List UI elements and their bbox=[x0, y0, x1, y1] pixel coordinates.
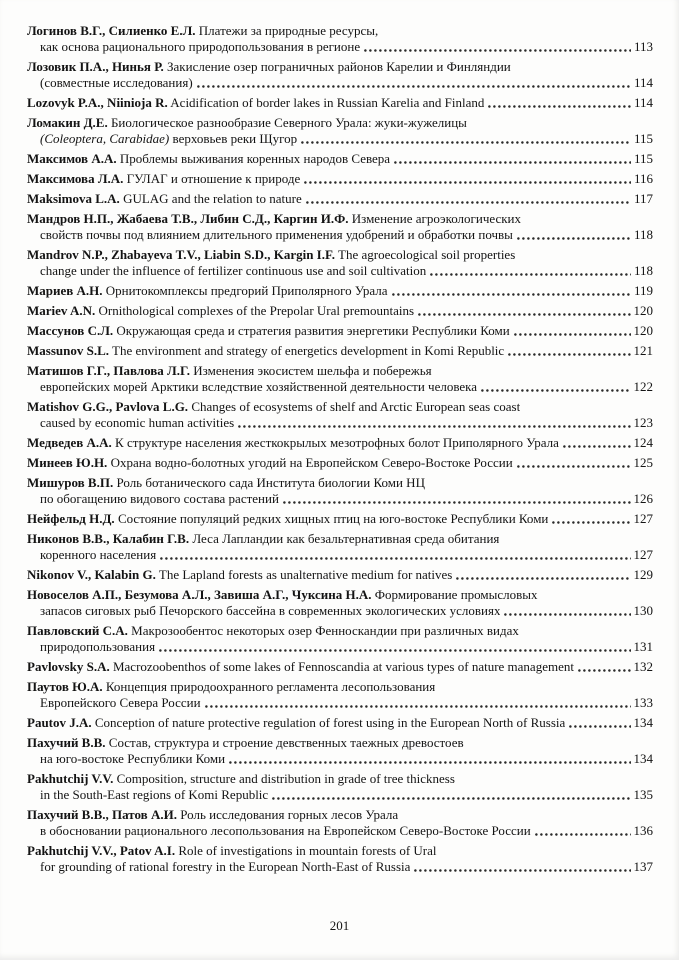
entry-authors: Нейфельд Н.Д. bbox=[27, 511, 115, 526]
dot-leader bbox=[514, 333, 631, 336]
entry-text bbox=[27, 303, 414, 319]
entry-text-continued bbox=[27, 263, 426, 279]
entry-title-segment: Концепция природоохранного регламента лесопользования bbox=[105, 679, 436, 694]
entry-text bbox=[27, 323, 510, 339]
entry-text bbox=[27, 399, 520, 415]
entry-authors: Минеев Ю.Н. bbox=[27, 455, 108, 470]
entry-title-segment: Биологическое разнообразие Северного Урала: жуки-жужелицы bbox=[110, 115, 467, 130]
entry-title-segment: Роль ботанического сада Института биологии Коми НЦ bbox=[116, 475, 425, 490]
entry-authors: Мандров Н.П., Жабаева Т.В., Либин С.Д., Каргин И.Ф. bbox=[27, 211, 349, 226]
entry-text bbox=[27, 475, 425, 491]
entry-page-number: 115 bbox=[633, 131, 653, 146]
toc-entry bbox=[27, 171, 653, 187]
entry-page-number: 123 bbox=[633, 415, 653, 430]
entry-page-number: 136 bbox=[633, 823, 653, 838]
entry-page-number: 113 bbox=[633, 39, 653, 54]
entry-page-number: 132 bbox=[633, 659, 653, 674]
entry-authors: Pautov J.A. bbox=[27, 715, 92, 730]
footer-page-number: 201 bbox=[329, 918, 350, 933]
entry-page-number: 127 bbox=[633, 547, 653, 562]
entry-title-segment: change under the influence of fertilizer continuous use and soil cultivation bbox=[40, 263, 427, 278]
dot-leader bbox=[301, 141, 631, 144]
toc-entry bbox=[27, 151, 653, 167]
entry-title-segment: Ornithological complexes of the Prepolar Ural premountains bbox=[98, 303, 415, 318]
dot-leader bbox=[418, 313, 630, 316]
entry-page-number: 130 bbox=[633, 603, 653, 618]
entry-page-number: 126 bbox=[633, 491, 653, 506]
entry-text bbox=[27, 191, 302, 207]
entry-title-segment: Macrozoobenthos of some lakes of Fennoscandia at various types of nature management bbox=[112, 659, 574, 674]
toc-entry bbox=[27, 59, 653, 91]
dot-leader bbox=[508, 353, 630, 356]
entry-title-segment: ГУЛАГ и отношение к природе bbox=[126, 171, 301, 186]
entry-title-segment: in the South-East regions of Komi Republic bbox=[40, 787, 269, 802]
toc-entry bbox=[27, 511, 653, 527]
toc-entry bbox=[27, 399, 653, 431]
entry-text bbox=[27, 343, 504, 359]
entry-text-continued bbox=[27, 227, 513, 243]
entry-page-number: 114 bbox=[633, 75, 653, 90]
toc-entry bbox=[27, 843, 653, 875]
entry-title-segment: GULAG and the relation to nature bbox=[123, 191, 302, 206]
entry-title-segment: Орнитокомплексы предгорий Приполярного Урала bbox=[105, 283, 388, 298]
entry-authors: Mandrov N.P., Zhabayeva T.V., Liabin S.D., Kargin I.F. bbox=[27, 247, 335, 262]
entry-page-number: 127 bbox=[633, 511, 653, 526]
entry-title-segment: The agroecological soil properties bbox=[338, 247, 516, 262]
entry-title-segment: Окружающая среда и стратегия развития энергетики Республики Коми bbox=[116, 323, 510, 338]
toc-entry bbox=[27, 455, 653, 471]
entry-page-number: 135 bbox=[633, 787, 653, 802]
entry-title-segment: как основа рационального природопользования в регионе bbox=[40, 39, 361, 54]
dot-leader bbox=[578, 669, 631, 672]
dot-leader bbox=[535, 833, 631, 836]
entry-text bbox=[27, 771, 455, 787]
toc-entry bbox=[27, 735, 653, 767]
toc-entry bbox=[27, 679, 653, 711]
toc-entry bbox=[27, 771, 653, 803]
toc-entry bbox=[27, 587, 653, 619]
entry-authors: Pakhutchij V.V., Patov A.I. bbox=[27, 843, 176, 858]
entry-text bbox=[27, 211, 521, 227]
entry-title-segment: The environment and strategy of energetics development in Komi Republic bbox=[112, 343, 505, 358]
entry-text bbox=[27, 511, 548, 527]
toc-entry bbox=[27, 303, 653, 319]
entry-authors: Пахучий В.В. bbox=[27, 735, 106, 750]
entry-title-segment: верховьев реки Щугор bbox=[169, 131, 298, 146]
entry-page-number: 134 bbox=[633, 715, 653, 730]
entry-page-number: 119 bbox=[633, 283, 653, 298]
entry-text-continued bbox=[27, 131, 297, 147]
entry-title-segment: Changes of ecosystems of shelf and Arctic European seas coast bbox=[191, 399, 521, 414]
entry-authors: Ломакин Д.Е. bbox=[27, 115, 108, 130]
toc-entry bbox=[27, 211, 653, 243]
entry-text bbox=[27, 95, 484, 111]
entry-text bbox=[27, 567, 452, 583]
entry-text bbox=[27, 115, 467, 131]
entry-text bbox=[27, 151, 390, 167]
entry-text-continued bbox=[27, 39, 360, 55]
entry-text-continued bbox=[27, 547, 156, 563]
entry-title-segment: К структуре населения жесткокрылых мезотрофных болот Приполярного Урала bbox=[115, 435, 559, 450]
entry-title-segment: Проблемы выживания коренных народов Севера bbox=[119, 151, 391, 166]
entry-title-segment: Формирование промысловых bbox=[374, 587, 538, 602]
entry-page-number: 118 bbox=[633, 263, 653, 278]
dot-leader bbox=[456, 577, 630, 580]
dot-leader bbox=[364, 49, 631, 52]
entry-title-segment: The Lapland forests as unalternative medium for natives bbox=[158, 567, 453, 582]
toc-entry bbox=[27, 343, 653, 359]
entry-authors: Павловский С.А. bbox=[27, 623, 128, 638]
entry-text bbox=[27, 455, 513, 471]
entry-authors: Maksimova L.A. bbox=[27, 191, 120, 206]
dot-leader bbox=[283, 501, 631, 504]
dot-leader bbox=[394, 161, 631, 164]
entry-authors: Матишов Г.Г., Павлова Л.Г. bbox=[27, 363, 191, 378]
toc-entry bbox=[27, 191, 653, 207]
entry-title-segment: Закисление озер пограничных районов Карелии и Финляндии bbox=[167, 59, 511, 74]
entry-authors: Matishov G.G., Pavlova L.G. bbox=[27, 399, 189, 414]
dot-leader bbox=[517, 465, 631, 468]
entry-authors: Максимова Л.А. bbox=[27, 171, 124, 186]
toc-entry bbox=[27, 23, 653, 55]
entry-page-number: 125 bbox=[633, 455, 653, 470]
entry-text-continued bbox=[27, 415, 234, 431]
entry-page-number: 122 bbox=[633, 379, 653, 394]
toc-entry bbox=[27, 115, 653, 147]
entry-authors: Мариев А.Н. bbox=[27, 283, 103, 298]
entry-title-segment: Охрана водно-болотных угодий на Европейском Северо-Востоке России bbox=[110, 455, 513, 470]
dot-leader bbox=[414, 869, 630, 872]
dot-leader bbox=[504, 613, 630, 616]
entry-text-continued bbox=[27, 787, 268, 803]
entry-text bbox=[27, 59, 511, 75]
entry-page-number: 129 bbox=[633, 567, 653, 582]
entry-text bbox=[27, 23, 378, 39]
entry-title-segment: Европейского Севера России bbox=[40, 695, 201, 710]
dot-leader bbox=[569, 725, 630, 728]
entry-title-segment: коренного населения bbox=[40, 547, 157, 562]
entry-title-segment: по обогащению видового состава растений bbox=[40, 491, 279, 506]
entry-text bbox=[27, 435, 559, 451]
entry-text bbox=[27, 843, 437, 859]
entry-text bbox=[27, 679, 435, 695]
entry-text-continued bbox=[27, 639, 155, 655]
entry-authors: Nikonov V., Kalabin G. bbox=[27, 567, 156, 582]
entry-title-segment: Макрозообентос некоторых озер Фенноскандии при различных видах bbox=[131, 623, 519, 638]
entry-title-segment: Conception of nature protective regulation of forest using in the European North of Russia bbox=[94, 715, 566, 730]
entry-authors: Mariev A.N. bbox=[27, 303, 96, 318]
entry-authors: Лозовик П.А., Нинья Р. bbox=[27, 59, 164, 74]
entry-title-segment: Платежи за природные ресурсы, bbox=[198, 23, 379, 38]
entry-page-number: 121 bbox=[633, 343, 653, 358]
dot-leader bbox=[304, 181, 631, 184]
dot-leader bbox=[306, 201, 631, 204]
entry-title-segment: Изменение агроэкологических bbox=[351, 211, 522, 226]
toc-entry bbox=[27, 435, 653, 451]
dot-leader bbox=[481, 389, 630, 392]
dot-leader bbox=[159, 649, 630, 652]
entry-text bbox=[27, 807, 398, 823]
entry-page-number: 114 bbox=[633, 95, 653, 110]
entry-title-segment: (совместные исследования) bbox=[40, 75, 193, 90]
toc-entry bbox=[27, 531, 653, 563]
dot-leader bbox=[552, 521, 630, 524]
entry-text bbox=[27, 735, 464, 751]
entry-page-number: 117 bbox=[633, 191, 653, 206]
entry-title-segment: Acidification of border lakes in Russian Karelia and Finland bbox=[170, 95, 485, 110]
entry-title-segment: природопользования bbox=[40, 639, 156, 654]
entry-authors: Пахучий В.В., Патов А.И. bbox=[27, 807, 177, 822]
entry-authors: Massunov S.L. bbox=[27, 343, 109, 358]
entry-authors: Pakhutchij V.V. bbox=[27, 771, 114, 786]
entry-authors: Pavlovsky S.A. bbox=[27, 659, 110, 674]
entry-authors: Паутов Ю.А. bbox=[27, 679, 103, 694]
entry-title-segment: Леса Лапландии как безальтернативная среда обитания bbox=[192, 531, 500, 546]
dot-leader bbox=[160, 557, 630, 560]
entry-title-segment: for grounding of rational forestry in the European North-East of Russia bbox=[40, 859, 411, 874]
entry-title-segment: свойств почвы под влиянием длительного применения удобрений и обработки почвы bbox=[40, 227, 513, 242]
entry-page-number: 118 bbox=[633, 227, 653, 242]
entry-page-number: 124 bbox=[633, 435, 653, 450]
entry-title-segment: Изменения экосистем шельфа и побережья bbox=[193, 363, 432, 378]
entry-text bbox=[27, 247, 515, 263]
entry-page-number: 115 bbox=[633, 151, 653, 166]
entry-title-segment: запасов сиговых рыб Печорского бассейна в современных экологических условиях bbox=[40, 603, 501, 618]
entry-text bbox=[27, 283, 388, 299]
dot-leader bbox=[517, 237, 631, 240]
entry-title-segment: Composition, structure and distribution in grade of tree thickness bbox=[116, 771, 455, 786]
toc-entry bbox=[27, 323, 653, 339]
entry-page-number: 131 bbox=[633, 639, 653, 654]
toc-entry bbox=[27, 567, 653, 583]
entry-title-segment: европейских морей Арктики вследствие хозяйственной деятельности человека bbox=[40, 379, 478, 394]
entry-authors: Новоселов А.П., Безумова А.Л., Завиша А.Г., Чуксина Н.А. bbox=[27, 587, 372, 602]
toc-entry bbox=[27, 363, 653, 395]
entry-text-continued bbox=[27, 75, 193, 91]
entry-page-number: 134 bbox=[633, 751, 653, 766]
entry-title-segment: caused by economic human activities bbox=[40, 415, 235, 430]
entry-page-number: 116 bbox=[633, 171, 653, 186]
entry-authors: Lozovyk P.A., Niinioja R. bbox=[27, 95, 168, 110]
toc-entry bbox=[27, 95, 653, 111]
entry-title-segment: Роль исследования горных лесов Урала bbox=[180, 807, 399, 822]
entry-authors: Медведев А.А. bbox=[27, 435, 112, 450]
entry-text-continued bbox=[27, 603, 500, 619]
entry-text-continued bbox=[27, 823, 531, 839]
entry-page-number: 133 bbox=[633, 695, 653, 710]
dot-leader bbox=[272, 797, 630, 800]
entry-text-continued bbox=[27, 379, 477, 395]
entry-text bbox=[27, 587, 538, 603]
entry-title-italic-segment: (Coleoptera, Carabidae) bbox=[40, 131, 170, 146]
entry-title-segment: Состояние популяций редких хищных птиц на юго-востоке Республики Коми bbox=[117, 511, 549, 526]
toc-entry bbox=[27, 247, 653, 279]
entry-text bbox=[27, 363, 432, 379]
entry-authors: Мишуров В.П. bbox=[27, 475, 114, 490]
dot-leader bbox=[563, 445, 631, 448]
entry-text-continued bbox=[27, 751, 225, 767]
dot-leader bbox=[197, 85, 631, 88]
entry-authors: Максимов А.А. bbox=[27, 151, 117, 166]
entry-text bbox=[27, 171, 300, 187]
toc-list bbox=[27, 23, 653, 875]
dot-leader bbox=[430, 273, 631, 276]
entry-text bbox=[27, 659, 574, 675]
dot-leader bbox=[229, 761, 630, 764]
entry-text-continued bbox=[27, 491, 279, 507]
entry-title-segment: Состав, структура и строение девственных таежных древостоев bbox=[108, 735, 464, 750]
toc-entry bbox=[27, 715, 653, 731]
entry-page-number: 120 bbox=[633, 303, 653, 318]
entry-text-continued bbox=[27, 695, 201, 711]
toc-entry bbox=[27, 475, 653, 507]
entry-page-number: 137 bbox=[633, 859, 653, 874]
toc-entry bbox=[27, 623, 653, 655]
toc-entry bbox=[27, 659, 653, 675]
toc-entry bbox=[27, 807, 653, 839]
entry-title-segment: в обосновании рационального лесопользования на Европейском Северо-Востоке России bbox=[40, 823, 531, 838]
dot-leader bbox=[205, 705, 631, 708]
entry-title-segment: Role of investigations in mountain forests of Ural bbox=[178, 843, 437, 858]
dot-leader bbox=[238, 425, 630, 428]
entry-authors: Массунов С.Л. bbox=[27, 323, 114, 338]
entry-text bbox=[27, 623, 519, 639]
entry-page-number: 120 bbox=[633, 323, 653, 338]
entry-authors: Никонов В.В., Калабин Г.В. bbox=[27, 531, 190, 546]
entry-authors: Логинов В.Г., Силиенко Е.Л. bbox=[27, 23, 196, 38]
entry-text bbox=[27, 715, 565, 731]
dot-leader bbox=[392, 293, 631, 296]
toc-entry bbox=[27, 283, 653, 299]
dot-leader bbox=[488, 105, 631, 108]
entry-text bbox=[27, 531, 499, 547]
entry-text-continued bbox=[27, 859, 410, 875]
entry-title-segment: на юго-востоке Республики Коми bbox=[40, 751, 226, 766]
